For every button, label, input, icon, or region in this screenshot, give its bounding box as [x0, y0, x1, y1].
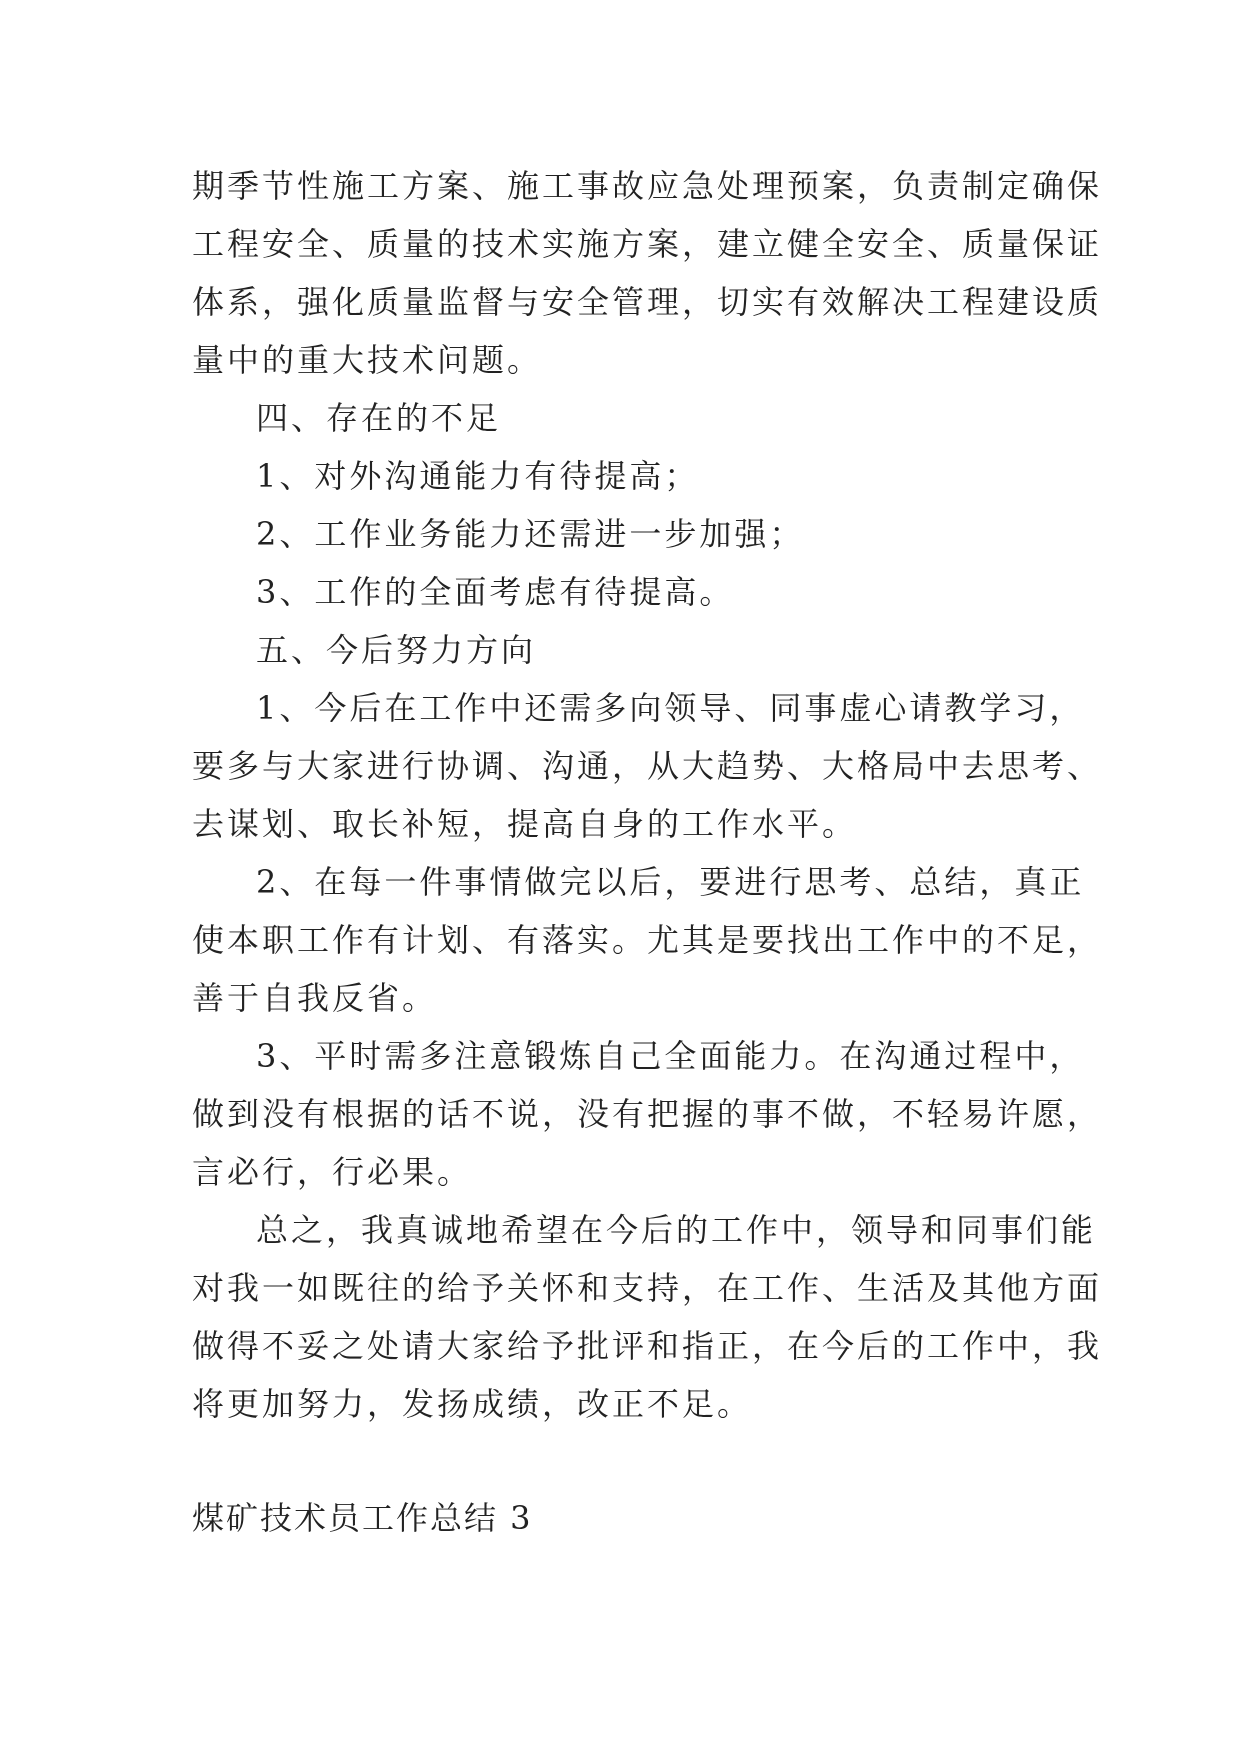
paragraph-line: 将更加努力，发扬成绩，改正不足。: [192, 1385, 753, 1423]
paragraph-line: 总之，我真诚地希望在今后的工作中，领导和同事们能: [256, 1211, 1097, 1249]
list-item: 2、工作业务能力还需进一步加强；: [256, 515, 805, 553]
next-section-title: 煤矿技术员工作总结 3: [192, 1499, 533, 1537]
paragraph-line: 做得不妥之处请大家给予批评和指正，在今后的工作中，我: [192, 1327, 1103, 1365]
paragraph-line: 去谋划、取长补短，提高自身的工作水平。: [192, 805, 858, 843]
paragraph-line: 量中的重大技术问题。: [192, 341, 543, 379]
paragraph-line: 使本职工作有计划、有落实。尤其是要找出工作中的不足，: [192, 921, 1103, 959]
paragraph-line: 言必行，行必果。: [192, 1153, 473, 1191]
paragraph-line: 期季节性施工方案、施工事故应急处理预案，负责制定确保: [192, 167, 1103, 205]
paragraph-line: 做到没有根据的话不说，没有把握的事不做，不轻易许愿，: [192, 1095, 1103, 1133]
list-item: 1、对外沟通能力有待提高；: [256, 457, 700, 495]
paragraph-line: 1、今后在工作中还需多向领导、同事虚心请教学习，: [256, 689, 1085, 727]
paragraph-line: 2、在每一件事情做完以后，要进行思考、总结，真正: [256, 863, 1085, 901]
paragraph-line: 对我一如既往的给予关怀和支持，在工作、生活及其他方面: [192, 1269, 1103, 1307]
paragraph-line: 善于自我反省。: [192, 979, 438, 1017]
list-item: 3、工作的全面考虑有待提高。: [256, 573, 735, 611]
paragraph-line: 要多与大家进行协调、沟通，从大趋势、大格局中去思考、: [192, 747, 1103, 785]
section-heading: 五、今后努力方向: [256, 631, 537, 669]
paragraph-line: 工程安全、质量的技术实施方案，建立健全安全、质量保证: [192, 225, 1103, 263]
paragraph-line: 体系，强化质量监督与安全管理，切实有效解决工程建设质: [192, 283, 1103, 321]
section-heading: 四、存在的不足: [256, 399, 502, 437]
paragraph-line: 3、平时需多注意锻炼自己全面能力。在沟通过程中，: [256, 1037, 1085, 1075]
